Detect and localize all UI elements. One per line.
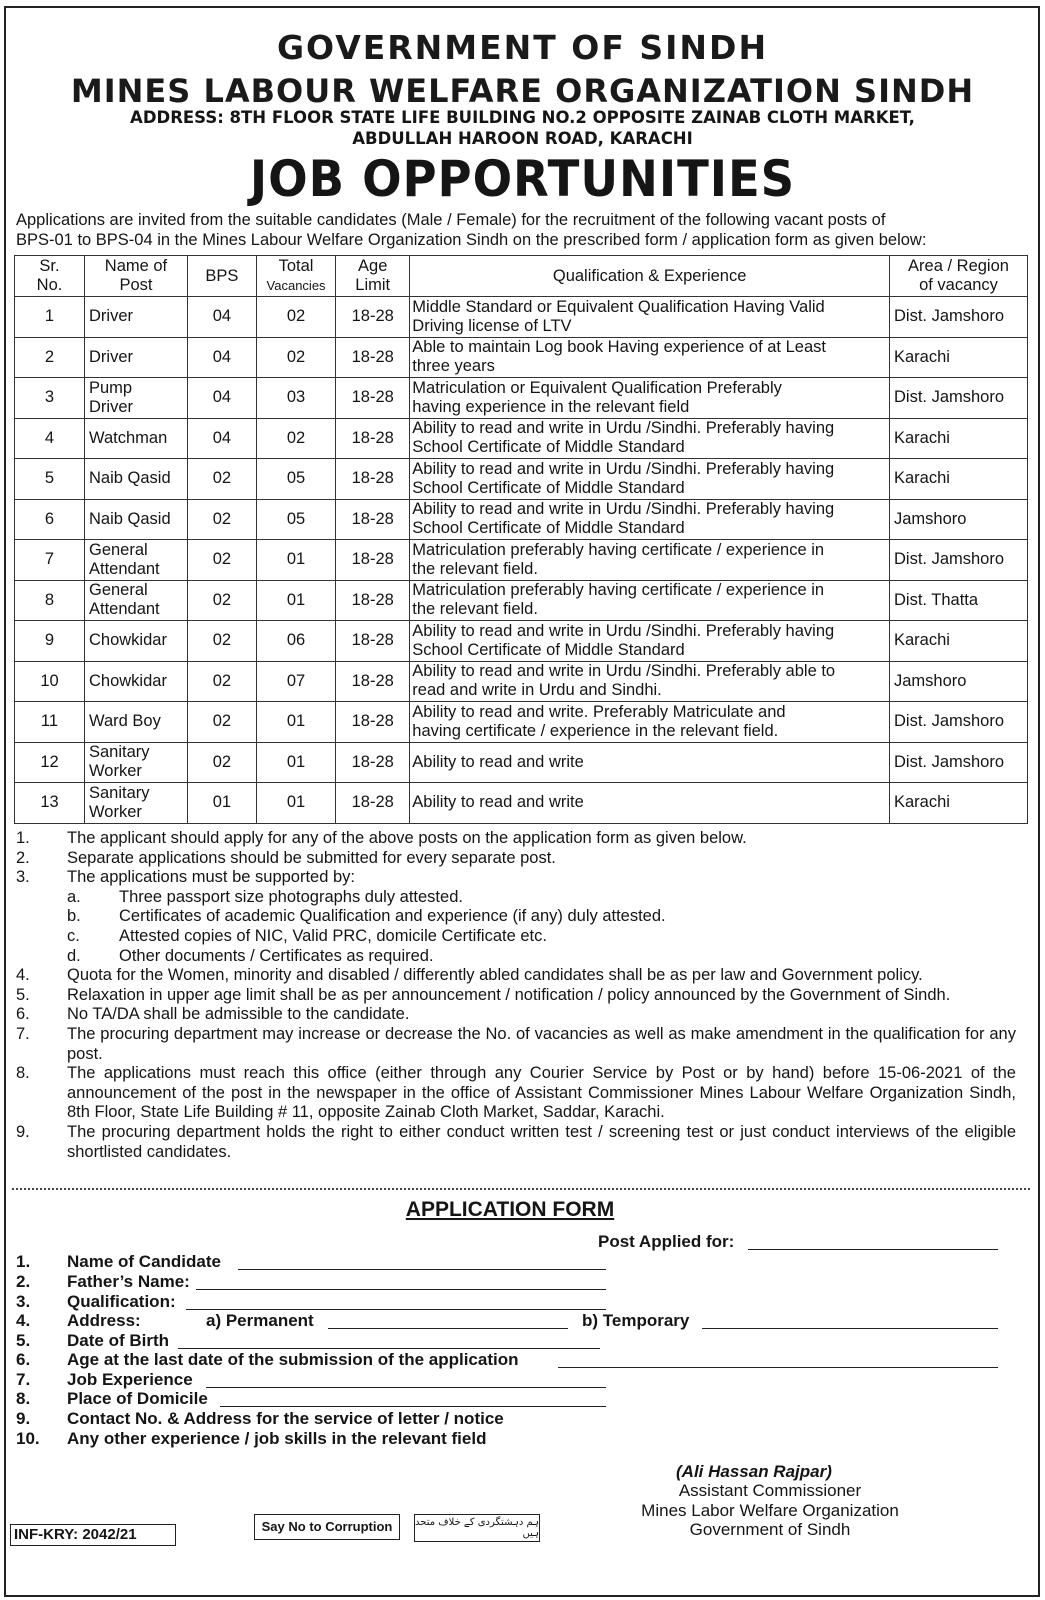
cell-total: 02 (256, 418, 335, 459)
header-age-limit: Age Limit (336, 256, 410, 297)
instruction-item: 1. The applicant should apply for any of the above posts on the application form as given below. (16, 829, 747, 847)
cell-post: Chowkidar (85, 621, 188, 662)
cell-bps: 01 (187, 783, 256, 824)
table-row (15, 621, 1028, 662)
table-row (15, 499, 1028, 540)
qualification-field[interactable] (186, 1309, 606, 1310)
permanent-address-label: a) Permanent (206, 1311, 314, 1330)
temporary-address-label: b) Temporary (582, 1311, 690, 1330)
address-line-1: ADDRESS: 8TH FLOOR STATE LIFE BUILDING NO.2 OPPOSITE ZAINAB CLOTH MARKET, (130, 108, 915, 127)
dotted-cut-line (12, 1188, 1030, 1190)
cell-bps: 02 (187, 742, 256, 783)
cell-qualification: Ability to read and write in Urdu /Sindhi. Preferably having School Certificate of Middle Standard (410, 499, 890, 540)
cell-age: 18-28 (336, 783, 410, 824)
cell-age: 18-28 (336, 418, 410, 459)
table-row (15, 459, 1028, 500)
cell-total: 05 (256, 459, 335, 500)
cell-total: 07 (256, 661, 335, 702)
cell-age: 18-28 (336, 661, 410, 702)
cell-bps: 02 (187, 621, 256, 662)
cell-qualification: Ability to read and write in Urdu /Sindhi. Preferably having School Certificate of Middle Standard (410, 459, 890, 500)
cell-post: General Attendant (85, 580, 188, 621)
header-sr-no: Sr. No. (15, 256, 85, 297)
instructions-list (16, 829, 1016, 1162)
cell-sr: 7 (15, 540, 85, 581)
permanent-address-field[interactable] (328, 1328, 568, 1329)
cell-post: Watchman (85, 418, 188, 459)
instruction-item: 9. The procuring department holds the right to either conduct written test / screening test or just conduct interviews of the eligible shortlisted candidates. (16, 1122, 1016, 1161)
cell-age: 18-28 (336, 580, 410, 621)
cell-area: Dist. Thatta (890, 580, 1028, 621)
header-qualification: Qualification & Experience (410, 256, 890, 297)
cell-qualification: Middle Standard or Equivalent Qualification Having Valid Driving license of LTV (410, 297, 890, 338)
urdu-slogan-text: ہم دہشتگردی کے خلاف متحد ہیں (414, 1517, 539, 1539)
instruction-item: 7. The procuring department may increase or decrease the No. of vacancies as well as make amendment in the qualification for any post. (16, 1024, 1016, 1063)
cell-sr: 8 (15, 580, 85, 621)
table-header-row (15, 256, 1028, 297)
candidate-name-field[interactable] (238, 1269, 606, 1270)
cell-qualification: Matriculation preferably having certificate / experience in the relevant field. (410, 540, 890, 581)
cell-post: Sanitary Worker (85, 783, 188, 824)
cell-sr: 12 (15, 742, 85, 783)
job-experience-field[interactable] (206, 1387, 606, 1388)
cell-area: Karachi (890, 459, 1028, 500)
signatory-name: (Ali Hassan Rajpar) (676, 1462, 832, 1481)
cell-qualification: Ability to read and write in Urdu /Sindhi. Preferably having School Certificate of Middle Standard (410, 418, 890, 459)
cell-sr: 3 (15, 378, 85, 419)
cell-total: 06 (256, 621, 335, 662)
cell-bps: 02 (187, 459, 256, 500)
cell-area: Jamshoro (890, 499, 1028, 540)
instruction-item: 2. Separate applications should be submitted for every separate post. (16, 848, 556, 867)
cell-age: 18-28 (336, 621, 410, 662)
cell-post: Driver (85, 297, 188, 338)
cell-bps: 04 (187, 337, 256, 378)
cell-area: Karachi (890, 621, 1028, 662)
cell-total: 01 (256, 540, 335, 581)
cell-qualification: Matriculation or Equivalent Qualification Preferably having experience in the relevant field (410, 378, 890, 419)
urdu-slogan-box (414, 1514, 540, 1542)
cell-qualification: Matriculation preferably having certificate / experience in the relevant field. (410, 580, 890, 621)
table-row (15, 297, 1028, 338)
cell-total: 01 (256, 580, 335, 621)
cell-post: Chowkidar (85, 661, 188, 702)
domicile-field[interactable] (220, 1406, 606, 1407)
cell-area: Karachi (890, 337, 1028, 378)
instruction-item: 6. No TA/DA shall be admissible to the candidate. (16, 1005, 410, 1024)
cell-post: Driver (85, 337, 188, 378)
table-row (15, 540, 1028, 581)
intro-line-2: BPS-01 to BPS-04 in the Mines Labour Welfare Organization Sindh on the prescribed form / application form as given below: (16, 231, 927, 249)
table-row (15, 378, 1028, 419)
cell-total: 02 (256, 337, 335, 378)
table-row (15, 702, 1028, 743)
cell-post: Naib Qasid (85, 499, 188, 540)
cell-area: Karachi (890, 783, 1028, 824)
signatory-organization: Mines Labor Welfare Organization (641, 1501, 899, 1520)
cell-total: 03 (256, 378, 335, 419)
instruction-subitem: d. Other documents / Certificates as required. (67, 946, 434, 965)
job-opportunities-title: JOB OPPORTUNITIES (249, 150, 796, 208)
cell-sr: 13 (15, 783, 85, 824)
cell-qualification: Ability to read and write (410, 742, 890, 783)
age-field[interactable] (558, 1367, 998, 1368)
cell-area: Dist. Jamshoro (890, 702, 1028, 743)
cell-area: Dist. Jamshoro (890, 378, 1028, 419)
signatory-designation: Assistant Commissioner (678, 1481, 862, 1500)
table-row (15, 783, 1028, 824)
cell-bps: 04 (187, 378, 256, 419)
cell-sr: 5 (15, 459, 85, 500)
cell-age: 18-28 (336, 540, 410, 581)
intro-line-1: Applications are invited from the suitable candidates (Male / Female) for the recruitment of the following vacant posts of (16, 211, 886, 229)
cell-bps: 02 (187, 580, 256, 621)
cell-post: Ward Boy (85, 702, 188, 743)
cell-bps: 04 (187, 297, 256, 338)
cell-post: Naib Qasid (85, 459, 188, 500)
cell-area: Dist. Jamshoro (890, 742, 1028, 783)
cell-bps: 02 (187, 499, 256, 540)
header-area-region: Area / Region of vacancy (890, 256, 1028, 297)
address-line-2: ABDULLAH HAROON ROAD, KARACHI (352, 129, 693, 148)
table-row (15, 418, 1028, 459)
cell-sr: 10 (15, 661, 85, 702)
cell-total: 01 (256, 702, 335, 743)
post-applied-field[interactable] (748, 1249, 998, 1250)
instruction-item: 4. Quota for the Women, minority and disabled / differently abled candidates shall be as per law and Government policy. (16, 966, 923, 985)
instruction-item: 8. The applications must reach this office (either through any Courier Service by Post or by hand) before 15-06-2021 of the announcement of the post in the newspaper in the office of Assistant Commissioner Mines Labour Welfare Organization Sindh, 8th Floor, State Life Building # 11, opposite Zainab Cloth Market, Saddar, Karachi. (16, 1064, 1016, 1122)
cell-post: Sanitary Worker (85, 742, 188, 783)
cell-area: Dist. Jamshoro (890, 540, 1028, 581)
cell-sr: 9 (15, 621, 85, 662)
cell-qualification: Ability to read and write in Urdu /Sindhi. Preferably able to read and write in Urdu and Sindhi. (410, 661, 890, 702)
cell-qualification: Ability to read and write. Preferably Matriculate and having certificate / experience in the relevant field. (410, 702, 890, 743)
reference-number-box: INF-KRY: 2042/21 (10, 1524, 176, 1546)
instruction-subitem: a. Three passport size photographs duly attested. (67, 887, 463, 906)
cell-bps: 02 (187, 540, 256, 581)
post-applied-label: Post Applied for: (598, 1232, 735, 1251)
organization-heading: MINES LABOUR WELFARE ORGANIZATION SINDH (70, 72, 975, 110)
cell-age: 18-28 (336, 702, 410, 743)
header-post-name: Name of Post (85, 256, 188, 297)
table-row (15, 661, 1028, 702)
instruction-subitem: b. Certificates of academic Qualification and experience (if any) duly attested. (67, 907, 666, 926)
government-heading: GOVERNMENT OF SINDH (276, 28, 769, 67)
cell-qualification: Ability to read and write (410, 783, 890, 824)
cell-sr: 2 (15, 337, 85, 378)
signatory-government: Government of Sindh (689, 1520, 851, 1539)
application-form-title: APPLICATION FORM (405, 1198, 615, 1221)
temporary-address-field[interactable] (702, 1328, 998, 1329)
cell-age: 18-28 (336, 337, 410, 378)
cell-age: 18-28 (336, 297, 410, 338)
cell-age: 18-28 (336, 459, 410, 500)
cell-total: 02 (256, 297, 335, 338)
say-no-corruption-box: Say No to Corruption (254, 1514, 400, 1540)
table-row (15, 580, 1028, 621)
instruction-subitem: c. Attested copies of NIC, Valid PRC, domicile Certificate etc. (67, 926, 547, 945)
cell-bps: 04 (187, 418, 256, 459)
dob-field[interactable] (178, 1348, 600, 1349)
cell-total: 05 (256, 499, 335, 540)
cell-area: Jamshoro (890, 661, 1028, 702)
cell-bps: 02 (187, 661, 256, 702)
cell-qualification: Ability to read and write in Urdu /Sindhi. Preferably having School Certificate of Middle Standard (410, 621, 890, 662)
cell-area: Dist. Jamshoro (890, 297, 1028, 338)
cell-age: 18-28 (336, 499, 410, 540)
cell-area: Karachi (890, 418, 1028, 459)
cell-sr: 11 (15, 702, 85, 743)
header-bps: BPS (187, 256, 256, 297)
instruction-item: 5. Relaxation in upper age limit shall be as per announcement / notification / policy announced by the Government of Sindh. (16, 985, 951, 1004)
cell-bps: 02 (187, 702, 256, 743)
cell-age: 18-28 (336, 742, 410, 783)
header-total-vacancies: Total Vacancies (256, 256, 335, 297)
table-row (15, 337, 1028, 378)
cell-total: 01 (256, 783, 335, 824)
cell-age: 18-28 (336, 378, 410, 419)
cell-total: 01 (256, 742, 335, 783)
cell-post: General Attendant (85, 540, 188, 581)
cell-sr: 1 (15, 297, 85, 338)
vacancies-table (14, 255, 1028, 824)
cell-post: Pump Driver (85, 378, 188, 419)
cell-sr: 4 (15, 418, 85, 459)
father-name-field[interactable] (196, 1289, 606, 1290)
cell-qualification: Able to maintain Log book Having experience of at Least three years (410, 337, 890, 378)
table-row (15, 742, 1028, 783)
instruction-item: 3. The applications must be supported by: (16, 868, 356, 887)
cell-sr: 6 (15, 499, 85, 540)
